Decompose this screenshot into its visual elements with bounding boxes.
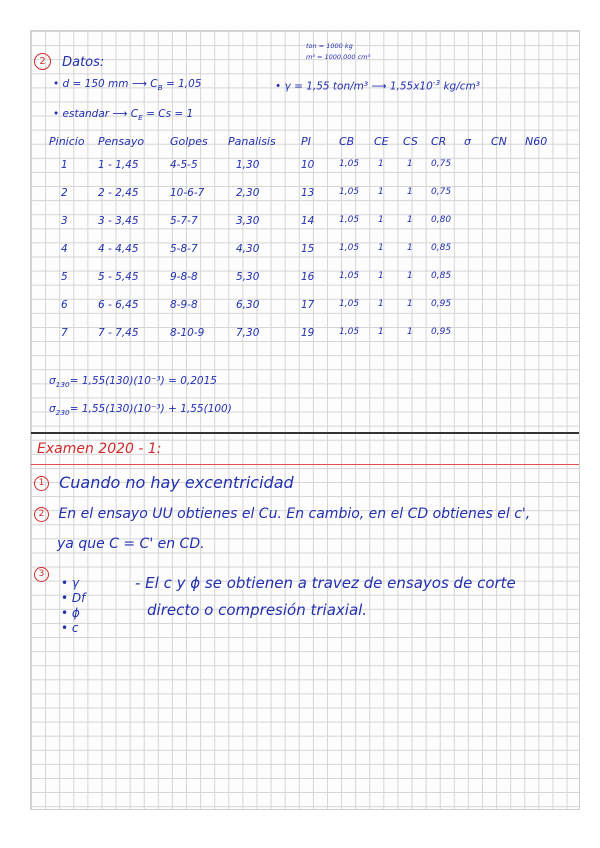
list-item: • ϕ — [61, 606, 80, 620]
table-cell: 1 — [378, 299, 384, 309]
list-item: • Df — [61, 591, 86, 605]
table-cell: 0,75 — [431, 159, 452, 169]
table-cell: 7 — [61, 327, 68, 339]
table-cell: 1 — [378, 327, 384, 337]
column-header: CN — [491, 135, 507, 148]
table-cell: 8-9-8 — [170, 299, 198, 311]
diameter-text: • d = 150 mm ⟶ C — [53, 78, 158, 90]
table-cell: 2 — [61, 187, 68, 199]
answer-2-text-line1: En el ensayo UU obtienes el Cu. En cambio, en el CD obtienes el c', — [58, 506, 531, 522]
exam-title-underline — [30, 464, 580, 465]
table-cell: 0,75 — [431, 187, 452, 197]
formula-sigma-230 — [49, 403, 232, 417]
table-cell: 3,30 — [236, 215, 260, 227]
table-cell: 8-10-9 — [170, 327, 205, 339]
table-cell: 1,05 — [339, 243, 360, 253]
table-cell: 14 — [301, 215, 315, 227]
table-cell: 5 - 5,45 — [98, 271, 139, 283]
formula-expression: = 1,55(130)(10⁻³) = 0,2015 — [69, 375, 217, 387]
table-cell: 6,30 — [236, 299, 260, 311]
table-cell: 3 — [61, 215, 68, 227]
section-number-badge: 2 — [34, 53, 51, 70]
table-cell: 6 - 6,45 — [98, 299, 139, 311]
table-cell: 0,95 — [431, 299, 452, 309]
table-cell: 1 — [407, 327, 413, 337]
table-cell: 1 — [61, 159, 68, 171]
cb-value: = 1,05 — [162, 78, 202, 90]
table-cell: 1 - 1,45 — [98, 159, 139, 171]
table-cell: 1 — [407, 271, 413, 281]
table-row — [31, 327, 579, 343]
standard-text: • estandar ⟶ C — [53, 108, 139, 120]
table-cell: 5 — [61, 271, 68, 283]
sigma-symbol: σ — [49, 403, 56, 415]
cb-subscript: B — [157, 83, 163, 93]
table-cell: 1 — [378, 271, 384, 281]
table-cell: 1,05 — [339, 215, 360, 225]
table-cell: 1,05 — [339, 327, 360, 337]
table-cell: 1 — [378, 215, 384, 225]
table-cell: 1,05 — [339, 159, 360, 169]
answer-number-badge: 3 — [34, 567, 49, 582]
table-cell: 1 — [407, 243, 413, 253]
exponent: -3 — [432, 78, 441, 87]
answer-3 — [34, 564, 49, 583]
table-cell: 5,30 — [236, 271, 260, 283]
table-row — [31, 215, 579, 231]
unit-note-m3: m³ = 1000,000 cm³ — [306, 53, 371, 61]
table-row — [31, 159, 579, 175]
datos-line-standard — [53, 108, 193, 122]
list-item: • c — [61, 621, 79, 635]
answer-3-list — [61, 576, 85, 636]
table-row — [31, 271, 579, 287]
table-cell: 15 — [301, 243, 315, 255]
answer-2-text-line2: ya que C = C' en CD. — [57, 536, 205, 552]
table-cell: 4 - 4,45 — [98, 243, 139, 255]
datos-title: Datos: — [62, 55, 105, 70]
table-header-row — [31, 135, 579, 151]
column-header: Golpes — [170, 135, 208, 148]
table-row — [31, 243, 579, 259]
table-cell: 4-5-5 — [170, 159, 198, 171]
table-row — [31, 187, 579, 203]
table-cell: 0,95 — [431, 327, 452, 337]
table-row — [31, 299, 579, 315]
answer-3-text-line2: directo o compresión triaxial. — [147, 601, 368, 619]
table-cell: 1 — [407, 215, 413, 225]
table-cell: 10-6-7 — [170, 187, 205, 199]
exam-title: Examen 2020 - 1: — [37, 441, 162, 457]
table-cell: 1,30 — [236, 159, 260, 171]
table-cell: 5-7-7 — [170, 215, 198, 227]
table-cell: 1,05 — [339, 187, 360, 197]
graph-paper-sheet — [30, 30, 580, 810]
sigma-symbol: σ — [49, 375, 56, 387]
answer-3-text-line1: - El c y ϕ se obtienen a travez de ensayos de corte — [135, 574, 516, 592]
answer-2 — [34, 506, 530, 522]
unit-note-ton: ton = 1000 kg — [306, 42, 353, 50]
table-cell: 7 - 7,45 — [98, 327, 139, 339]
table-cell: 4,30 — [236, 243, 260, 255]
table-cell: 1 — [378, 159, 384, 169]
table-cell: 7,30 — [236, 327, 260, 339]
datos-line-diameter — [53, 78, 201, 92]
answer-number-badge: 1 — [34, 476, 49, 491]
table-cell: 1,05 — [339, 299, 360, 309]
column-header: Pensayo — [98, 135, 145, 148]
table-cell: 1 — [407, 159, 413, 169]
column-header: PI — [301, 135, 311, 148]
column-header: Panalisis — [228, 135, 276, 148]
table-cell: 19 — [301, 327, 315, 339]
sigma-subscript: 230 — [55, 408, 70, 418]
column-header: σ — [464, 135, 471, 148]
table-cell: 1 — [407, 299, 413, 309]
datos-header — [34, 51, 104, 70]
datos-line-unit-weight — [275, 78, 480, 93]
table-cell: 4 — [61, 243, 68, 255]
column-header: CS — [403, 135, 418, 148]
list-item: • γ — [61, 576, 79, 590]
table-cell: 6 — [61, 299, 68, 311]
unit-weight-unit: kg/cm³ — [440, 80, 480, 93]
table-cell: 9-8-8 — [170, 271, 198, 283]
formula-sigma-130 — [49, 375, 217, 389]
table-cell: 17 — [301, 299, 315, 311]
table-cell: 5-8-7 — [170, 243, 198, 255]
table-cell: 1,05 — [339, 271, 360, 281]
formula-expression: = 1,55(130)(10⁻³) + 1,55(100) — [69, 403, 232, 415]
answer-number-badge: 2 — [34, 507, 49, 522]
column-header: CR — [431, 135, 447, 148]
ce-subscript: E — [138, 113, 143, 123]
answer-1 — [34, 473, 294, 492]
table-cell: 10 — [301, 159, 315, 171]
table-cell: 0,85 — [431, 243, 452, 253]
ce-value: = Cs = 1 — [142, 108, 194, 120]
table-cell: 13 — [301, 187, 315, 199]
answer-1-text: Cuando no hay excentricidad — [59, 473, 294, 492]
table-cell: 1 — [407, 187, 413, 197]
table-cell: 0,80 — [431, 215, 452, 225]
table-cell: 0,85 — [431, 271, 452, 281]
column-header: N60 — [525, 135, 548, 148]
table-cell: 2 - 2,45 — [98, 187, 139, 199]
column-header: CE — [374, 135, 389, 148]
unit-weight-text: • γ = 1,55 ton/m³ ⟶ 1,55x10 — [275, 80, 433, 93]
table-cell: 2,30 — [236, 187, 260, 199]
table-cell: 16 — [301, 271, 315, 283]
sigma-subscript: 130 — [55, 380, 70, 390]
table-cell: 3 - 3,45 — [98, 215, 139, 227]
table-cell: 1 — [378, 187, 384, 197]
table-cell: 1 — [378, 243, 384, 253]
spt-data-table — [31, 135, 579, 365]
column-header: Pinicio — [49, 135, 85, 148]
column-header: CB — [339, 135, 355, 148]
section-divider — [30, 432, 580, 434]
